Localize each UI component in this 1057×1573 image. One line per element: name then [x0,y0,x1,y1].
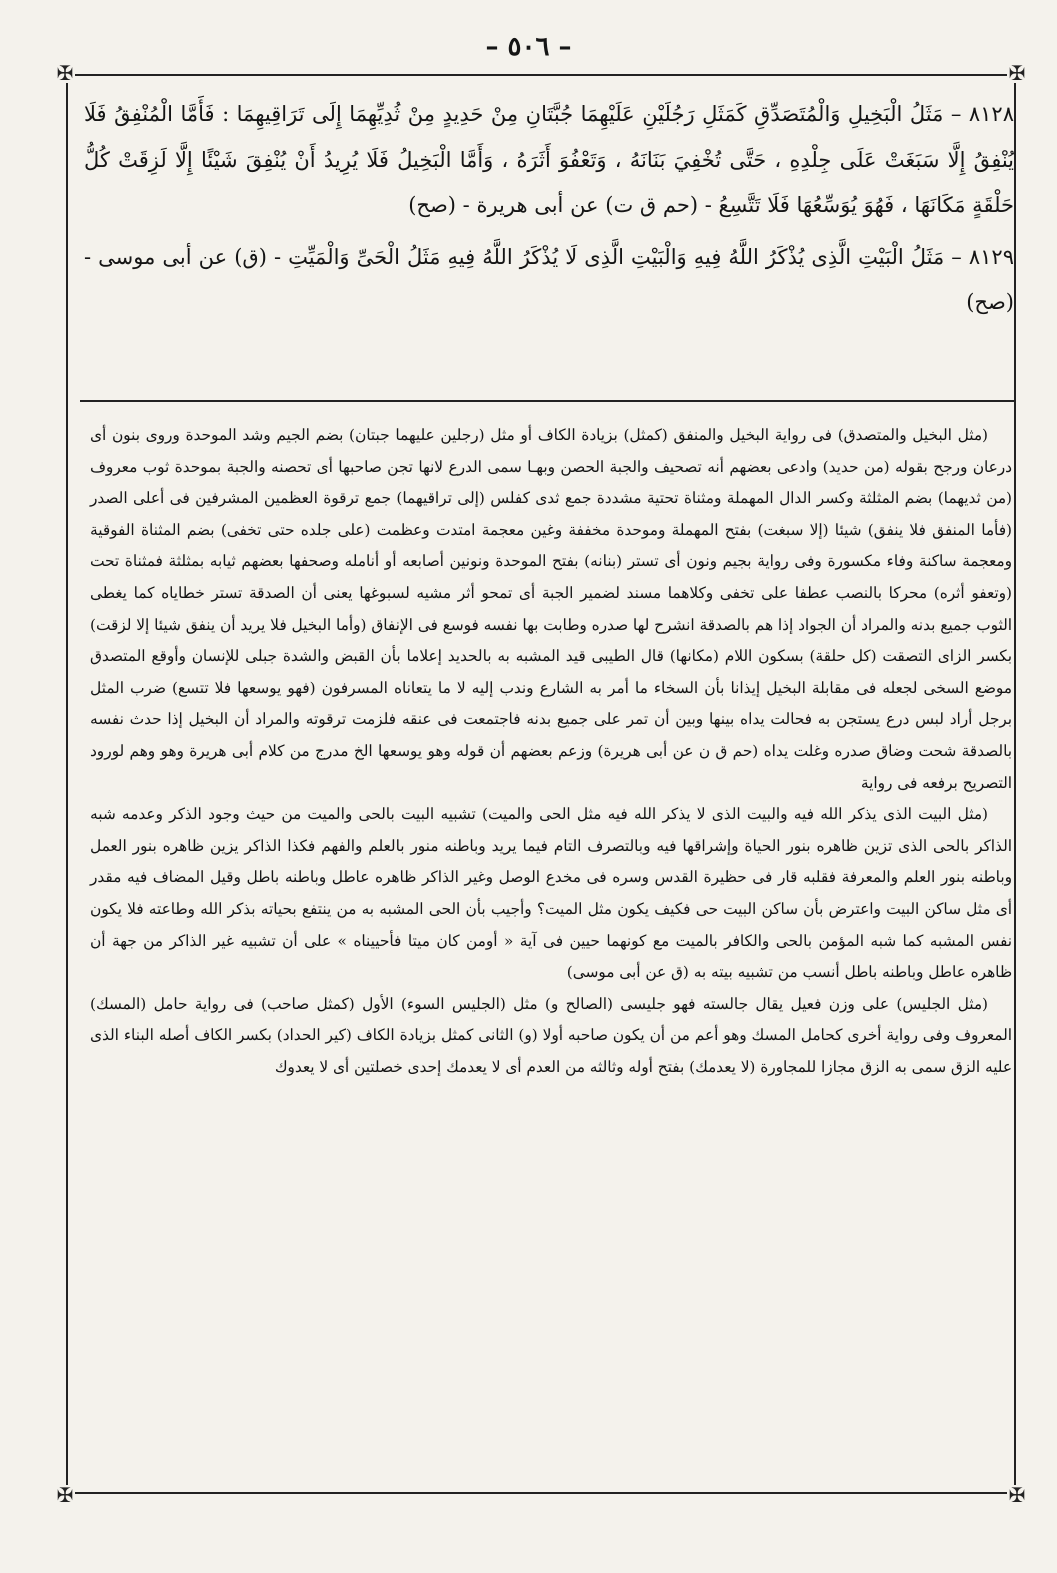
page-number: – ٥٠٦ – [485,32,572,62]
frame-left-rule [66,74,68,1494]
hadith-text: مَثَلُ الْبَيْتِ الَّذِى يُذْكَرُ اللَّهُ فِيهِ وَالْبَيْتِ الَّذِى لَا يُذْكَرُ اللَّهُ فِيهِ مَثَلُ الْحَىِّ وَالْمَيِّتِ - (ق) عن أبى موسى - (صح) [84,244,1014,314]
hadith-section [84,92,1014,326]
corner-ornament-icon: ✠ [56,61,74,85]
hadith-number: ٨١٢٨ [968,102,1014,126]
frame-right-rule [1014,74,1016,1494]
commentary-paragraph: (مثل البخيل والمتصدق) فى رواية البخيل والمنفق (كمثل) بزيادة الكاف أو مثل (رجلين عليهما جبتان) بضم الجيم وشد الموحدة وروى بنون أى درعان ورجح بقوله (من حديد) وادعى بعضهم أنه تصحيف والجبة الحصن وبهـا سمى الدرع لانها تجن صاحبها أى تحصنه والجبة بموحدة ثوب معروف (من ثديهما) بضم المثلثة وكسر الدال المهملة ومثناة تحتية مشددة جمع ثدى كفلس (إلى تراقيهما) جمع ترقوة العظمين المشرفين فى أعلى الصدر (فأما المنفق فلا ينفق) شيئا (إلا سبغت) بفتح المهملة وموحدة مخففة وغين معجمة امتدت وعظمت (على جلده حتى تخفى) بضم المثناة الفوقية ومعجمة ساكنة وفاء مكسورة وفى رواية بجيم ونون أى تستر (بنانه) بفتح الموحدة ونونين أصابعه أو أنامله وصحفها بعضهم ثيابه بمثلثة فمثناة تحت (وتعفو أثره) محركا بالنصب عطفا على تخفى وكلاهما مسند لضمير الجبة أى تمحو أثر مشيه لسبوغها يعنى أن الصدقة تستر خطاياه كما يغطى الثوب جميع بدنه والمراد أن الجواد إذا هم بالصدقة انشرح لها صدره وطابت بها نفسه فوسع فى الإنفاق (وأما البخيل فلا يريد أن ينفق شيئا إلا لزقت) بكسر الزاى التصقت (كل حلقة) بسكون اللام (مكانها) قال الطيبى قيد المشبه به بالحديد إعلاما بأن القبض والشدة جبلى للإنسان وأوقع المتصدق موضع السخى لجعله فى مقابلة البخيل إيذانا بأن السخاء ما أمر به الشارع وندب إليه لا ما يتعاناه المسرفون (فهو يوسعها فلا تتسع) ضرب المثل برجل أراد لبس درع يستجن به فحالت يداه بينها وبين أن تمر على جميع بدنه فاجتمعت فى عنقه فلزمت ترقوته والمراد أن البخيل إذا حدث نفسه بالصدقة شحت وضاق صدره وغلت يداه (حم ق ن عن أبى هريرة) وزعم بعضهم أن قوله وهو يوسعها الخ مدرج من كلام أبى هريرة وهو وهم لورود التصريح برفعه فى رواية [90,426,1012,792]
hadith-entry: ٨١٢٨ – مَثَلُ الْبَخِيلِ وَالْمُتَصَدِّقِ كَمَثَلِ رَجُلَيْنِ عَلَيْهِمَا جُبَّتَانِ مِنْ حَدِيدٍ مِنْ ثُدِيِّهِمَا إِلَى تَرَاقِيهِمَا : فَأَمَّا الْمُنْفِقُ فَلَا يُنْفِقُ إِلَّا سَبَغَتْ عَلَى جِلْدِهِ ، حَتَّى تُخْفِيَ بَنَانَهُ ، وَتَعْفُوَ أَثَرَهُ ، وَأَمَّا الْبَخِيلُ فَلَا يُرِيدُ أَنْ يُنْفِقَ شَيْئًا إِلَّا لَزِقَتْ كُلُّ حَلْقَةٍ مَكَانَهَا ، فَهُوَ يُوَسِّعُهَا فَلَا تَتَّسِعُ - (حم ق ت) عن أبى هريرة - (صح) [84,102,1014,217]
corner-ornament-icon: ✠ [1008,61,1026,85]
hadith-text: مَثَلُ الْبَخِيلِ وَالْمُتَصَدِّقِ كَمَثَلِ رَجُلَيْنِ عَلَيْهِمَا جُبَّتَانِ مِنْ حَدِيدٍ مِنْ ثُدِيِّهِمَا إِلَى تَرَاقِيهِمَا : فَأَمَّا الْمُنْفِقُ فَلَا يُنْفِقُ إِلَّا سَبَغَتْ عَلَى جِلْدِهِ ، حَتَّى تُخْفِيَ بَنَانَهُ ، وَتَعْفُوَ أَثَرَهُ ، وَأَمَّا الْبَخِيلُ فَلَا يُرِيدُ أَنْ يُنْفِقَ شَيْئًا إِلَّا لَزِقَتْ كُلُّ حَلْقَةٍ مَكَانَهَا ، فَهُوَ يُوَسِّعُهَا فَلَا تَتَّسِعُ - (حم ق ت) عن أبى هريرة - (صح) [84,102,1014,217]
corner-ornament-icon: ✠ [56,1483,74,1507]
commentary-paragraph: (مثل البيت الذى يذكر الله فيه والبيت الذى لا يذكر الله فيه مثل الحى والميت) تشبيه البيت بالحى والميت من حيث وجود الذكر وعدمه شبه الذاكر بالحى الذى تزين ظاهره بنور الحياة وإشراقها فيه وبالتصرف التام فيما يريد وباطنه منور بالعلم والفهم فكذا الذاكر يزين ظاهره بنور العمل وباطنه بنور العلم والمعرفة فقلبه قار فى حظيرة القدس وسره فى مخدع الوصل وغير الذاكر ظاهره عاطل وباطنه باطل وقيل المضاف فيه مقدر أى مثل ساكن البيت واعترض بأن ساكن البيت حى فكيف يكون مثل الميت؟ وأجيب بأن الحى المشبه به من ينتفع بحياته بذكر الله وطاعته فلا يكون نفس المشبه كما شبه المؤمن بالحى والكافر بالميت مع كونهما حيين فى آية « أومن كان ميتا فأحييناه » على أن تشبيه غير الذاكر من جهة أن ظاهره عاطل وباطنه باطل أنسب من تشبيه بيته به (ق عن أبى موسى) [90,805,1012,982]
hadith-entry: ٨١٢٩ – مَثَلُ الْبَيْتِ الَّذِى يُذْكَرُ اللَّهُ فِيهِ وَالْبَيْتِ الَّذِى لَا يُذْكَرُ اللَّهُ فِيهِ مَثَلُ الْحَىِّ وَالْمَيِّتِ - (ق) عن أبى موسى - (صح) [84,244,1014,314]
commentary-section [90,420,1012,1083]
commentary-paragraph: (مثل الجليس) على وزن فعيل يقال جالسته فهو جليسى (الصالح و) مثل (الجليس السوء) الأول (كمثل صاحب) فى رواية حامل (المسك) المعروف وفى رواية أخرى كحامل المسك وهو أعم من أن يكون صاحبه أولا (و) الثانى كمثل بزيادة الكاف (كير الحداد) بكسر الكاف أصله البناء الذى عليه الزق سمى به الزق مجازا للمجاورة (لا يعدمك) بفتح أوله وثالثه من العدم أى لا يعدمك إحدى خصلتين أى لا يعدوك [90,994,1012,1076]
frame-top-rule [66,74,1016,76]
frame-bottom-rule [66,1492,1016,1494]
corner-ornament-icon: ✠ [1008,1483,1026,1507]
section-divider [80,400,1014,402]
hadith-number: ٨١٢٩ [968,244,1014,269]
